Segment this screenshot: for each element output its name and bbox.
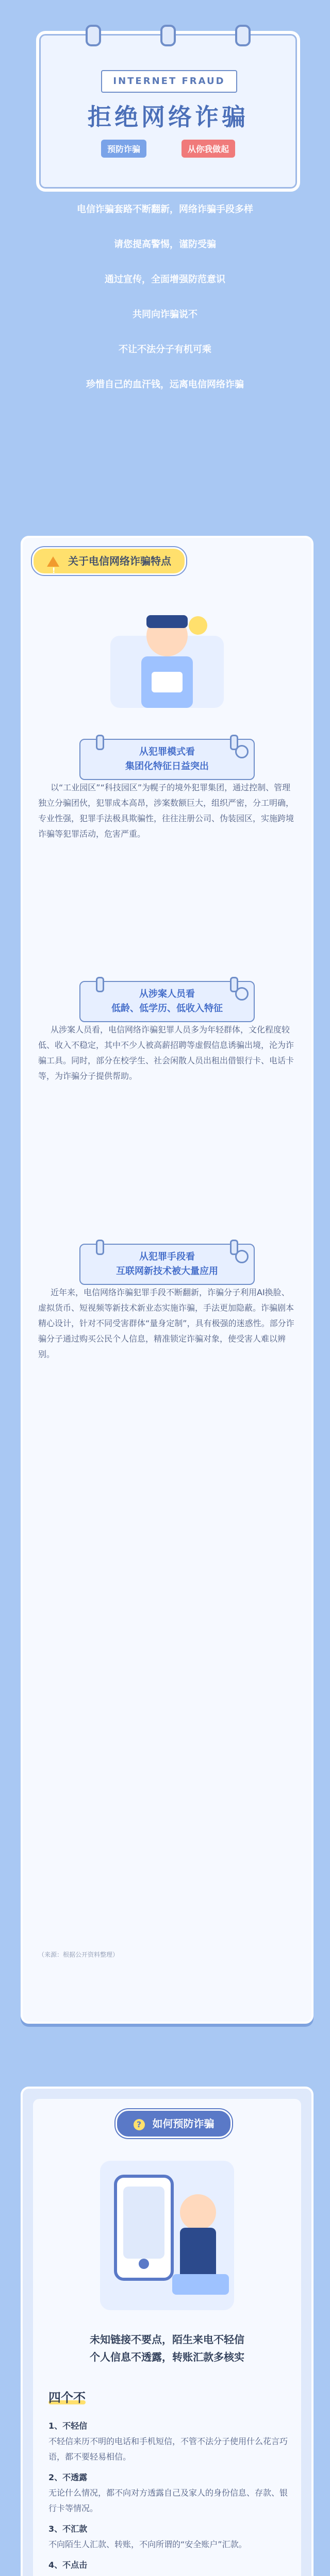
feature-box-1 bbox=[79, 739, 255, 780]
four-no-text bbox=[48, 2573, 291, 2576]
search-icon bbox=[235, 745, 249, 758]
feature-box-3-line2: 互联网新技术被大量应用 bbox=[116, 1266, 218, 1277]
phone-fraud-illustration bbox=[95, 2156, 239, 2315]
four-no-text: 不轻信来历不明的电话和手机短信，不管不法分子使用什么花言巧语，都不要轻易相信。 bbox=[48, 2436, 288, 2462]
police-illustration bbox=[105, 595, 229, 718]
intro-line: 共同向诈骗说不 bbox=[133, 309, 197, 320]
feature-box-1-line2: 集团化特征日益突出 bbox=[125, 761, 209, 772]
intro-text bbox=[0, 201, 330, 411]
feature-box-1-line1: 从犯罪模式看 bbox=[139, 747, 195, 757]
slogan-line-1: 未知链接不要点，陌生来电不轻信 bbox=[90, 2333, 244, 2346]
four-no-text: 无论什么情况，都不向对方透露自己及家人的身份信息、存款、银行卡等情况。 bbox=[48, 2488, 288, 2513]
slogan-line-2: 个人信息不透露，转账汇款多核实 bbox=[90, 2351, 244, 2363]
search-icon bbox=[235, 987, 249, 1001]
four-no-heading: 2、不透露 bbox=[48, 2472, 88, 2482]
source-note: （来源：根据公开资料整理） bbox=[38, 1951, 119, 1958]
feature-box-2 bbox=[79, 981, 255, 1022]
feature-box-2-line2: 低龄、低学历、低收入特征 bbox=[111, 1003, 223, 1014]
question-icon: ? bbox=[134, 2119, 145, 2130]
section1-title-text: 关于电信网络诈骗特点 bbox=[68, 555, 171, 567]
binder-ring-icon bbox=[86, 25, 101, 46]
feature-box-3-line1: 从犯罪手段看 bbox=[139, 1251, 195, 1262]
pin-icon bbox=[96, 977, 104, 992]
paragraph-2: 从涉案人员看，电信网络诈骗犯罪人员多为年轻群体，文化程度较低、收入不稳定，其中不少人被高薪招聘等虚假信息诱骗出境，沦为诈骗工具。同时，部分在校学生、社会闲散人员出租出借银行卡、电话卡等，为诈骗分子提供帮助。 bbox=[38, 1025, 294, 1081]
four-no-heading: 1、不轻信 bbox=[48, 2421, 88, 2431]
four-no-heading: 4、不点击 bbox=[48, 2560, 88, 2570]
four-no-heading: 3、不汇款 bbox=[48, 2524, 88, 2534]
paragraph-1: 以“工业园区”“科技园区”为幌子的境外犯罪集团，通过控制、管理独立分骗团伙，犯罪成本高昂，涉案数额巨大，组织严密，分工明确，专业性强，犯罪手法极具欺骗性，往往注册公司、伪装园区，实施跨境诈骗等犯罪活动，危害严重。 bbox=[38, 783, 294, 839]
header-card bbox=[36, 31, 300, 192]
tag-start: 从你我做起 bbox=[182, 140, 235, 158]
search-icon bbox=[235, 1250, 249, 1263]
feature-box-2-line1: 从涉案人员看 bbox=[139, 989, 195, 999]
header-tags bbox=[101, 140, 235, 158]
page-title: 拒绝网络诈骗 bbox=[88, 103, 249, 131]
intro-line: 请您提高警惕，谨防受骗 bbox=[114, 239, 216, 250]
intro-line: 电信诈骗套路不断翻新，网络诈骗手段多样 bbox=[77, 204, 253, 215]
pin-icon bbox=[96, 1240, 104, 1255]
warning-icon: ! bbox=[47, 556, 59, 567]
subheading-four-nos: 四个不 bbox=[48, 2387, 86, 2404]
feature-box-3 bbox=[79, 1244, 255, 1285]
section-prevention bbox=[21, 2087, 314, 2576]
internet-fraud-logo: INTERNET FRAUD bbox=[101, 70, 237, 93]
binder-ring-icon bbox=[235, 25, 251, 46]
section-fraud-characteristics bbox=[21, 536, 314, 2024]
binder-rings bbox=[86, 25, 251, 46]
four-no-text: 不向陌生人汇款、转账，不向所谓的“安全账户”汇款。 bbox=[48, 2539, 247, 2549]
section1-title bbox=[32, 547, 186, 575]
intro-line: 不让不法分子有机可乘 bbox=[119, 344, 211, 355]
section2-inner bbox=[33, 2099, 301, 2576]
intro-line: 珍惜自己的血汗钱，远离电信网络诈骗 bbox=[86, 379, 244, 390]
four-nos-list bbox=[48, 2418, 291, 2576]
pin-icon bbox=[96, 735, 104, 750]
tag-prevent: 预防诈骗 bbox=[101, 140, 146, 158]
binder-ring-icon bbox=[160, 25, 176, 46]
intro-line: 通过宣传，全面增强防范意识 bbox=[105, 274, 225, 285]
section2-title-text: 如何预防诈骗 bbox=[152, 2117, 214, 2130]
prevention-slogan bbox=[54, 2331, 280, 2366]
section2-title bbox=[116, 2109, 232, 2138]
paragraph-3: 近年来，电信网络诈骗犯罪手段不断翻新，诈骗分子利用AI换脸、虚拟货币、短视频等新技术新业态实施诈骗，手法更加隐蔽。诈骗剧本精心设计，针对不同受害群体“量身定制”，具有极强的迷惑性。部分诈骗分子通过购买公民个人信息，精准锁定诈骗对象，使受害人难以辨别。 bbox=[38, 1287, 294, 1359]
